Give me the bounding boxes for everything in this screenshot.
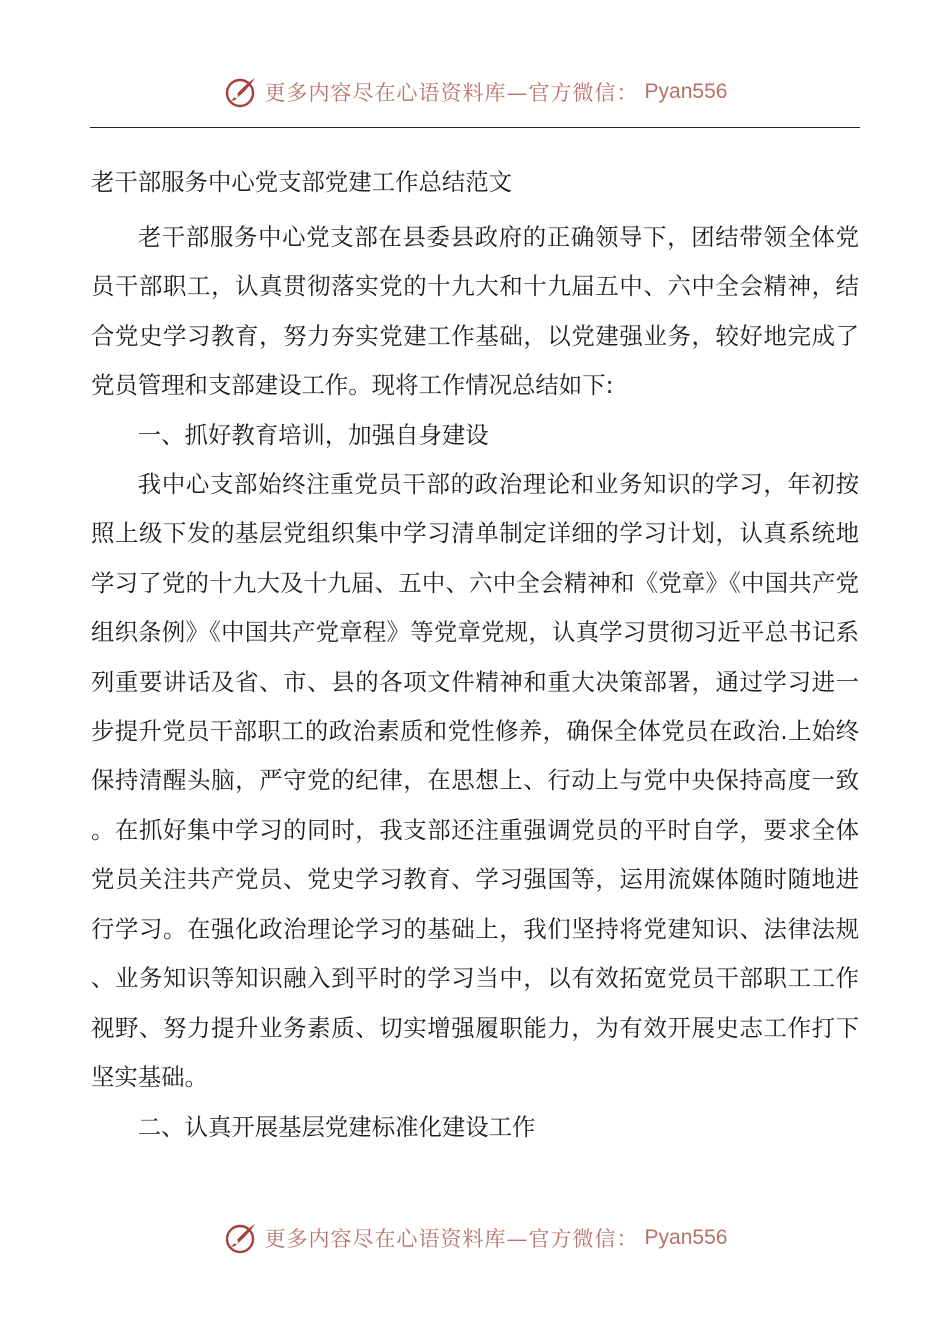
header-divider — [90, 127, 860, 128]
section-heading-2: 二、认真开展基层党建标准化建设工作 — [137, 1113, 536, 1142]
footer-banner-content — [223, 1220, 728, 1256]
banner-text: 更多内容尽在心语资料库—官方微信： — [264, 1227, 639, 1251]
quill-pen-circle-icon — [223, 1220, 259, 1256]
intro-paragraph: 老干部服务中心党支部在县委县政府的正确领导下，团结带领全体党员干部职工，认真贯彻落实党的十九大和十九届五中、六中全会精神，结合党史学习教育，努力夯实党建工作基础，以党建强业务，较好地完成了党员管理和支部建设工作。现将工作情况总结如下: — [91, 223, 859, 400]
wechat-id: Pyan556 — [644, 80, 728, 103]
banner-text: 更多内容尽在心语资料库—官方微信： — [264, 81, 639, 105]
document-body — [91, 158, 859, 1153]
document-title: 老干部服务中心党支部党建工作总结范文 — [91, 168, 513, 196]
header-banner — [0, 70, 950, 114]
footer-banner — [0, 1216, 950, 1260]
wechat-id: Pyan556 — [644, 1226, 728, 1249]
header-banner-content — [223, 74, 728, 110]
section-heading-1: 一、抓好教育培训，加强自身建设 — [137, 420, 489, 449]
quill-pen-circle-icon — [223, 74, 259, 110]
section-1-paragraph: 我中心支部始终注重党员干部的政治理论和业务知识的学习，年初按照上级下发的基层党组织集中学习清单制定详细的学习计划，认真系统地学习了党的十九大及十九届、五中、六中全会精神和《党章》《中国共产党组织条例》《中国共产党章程》等党章党规，认真学习贯彻习近平总书记系列重要讲话及省、市、县的各项文件精神和重大决策部署，通过学习进一步提升党员干部职工的政治素质和党性修养，确保全体党员在政治.上始终保持清醒头脑，严守党的纪律，在思想上、行动上与党中央保持高度一致。在抓好集中学习的同时，我支部还注重强调党员的平时自学，要求全体党员关注共产党员、党史学习教育、学习强国等，运用流媒体随时随地进行学习。在强化政治理论学习的基础上，我们坚持将党建知识、法律法规、业务知识等知识融入到平时的学习当中，以有效拓宽党员干部职工工作视野、努力提升业务素质、切实增强履职能力，为有效开展史志工作打下坚实基础。 — [91, 470, 859, 1091]
